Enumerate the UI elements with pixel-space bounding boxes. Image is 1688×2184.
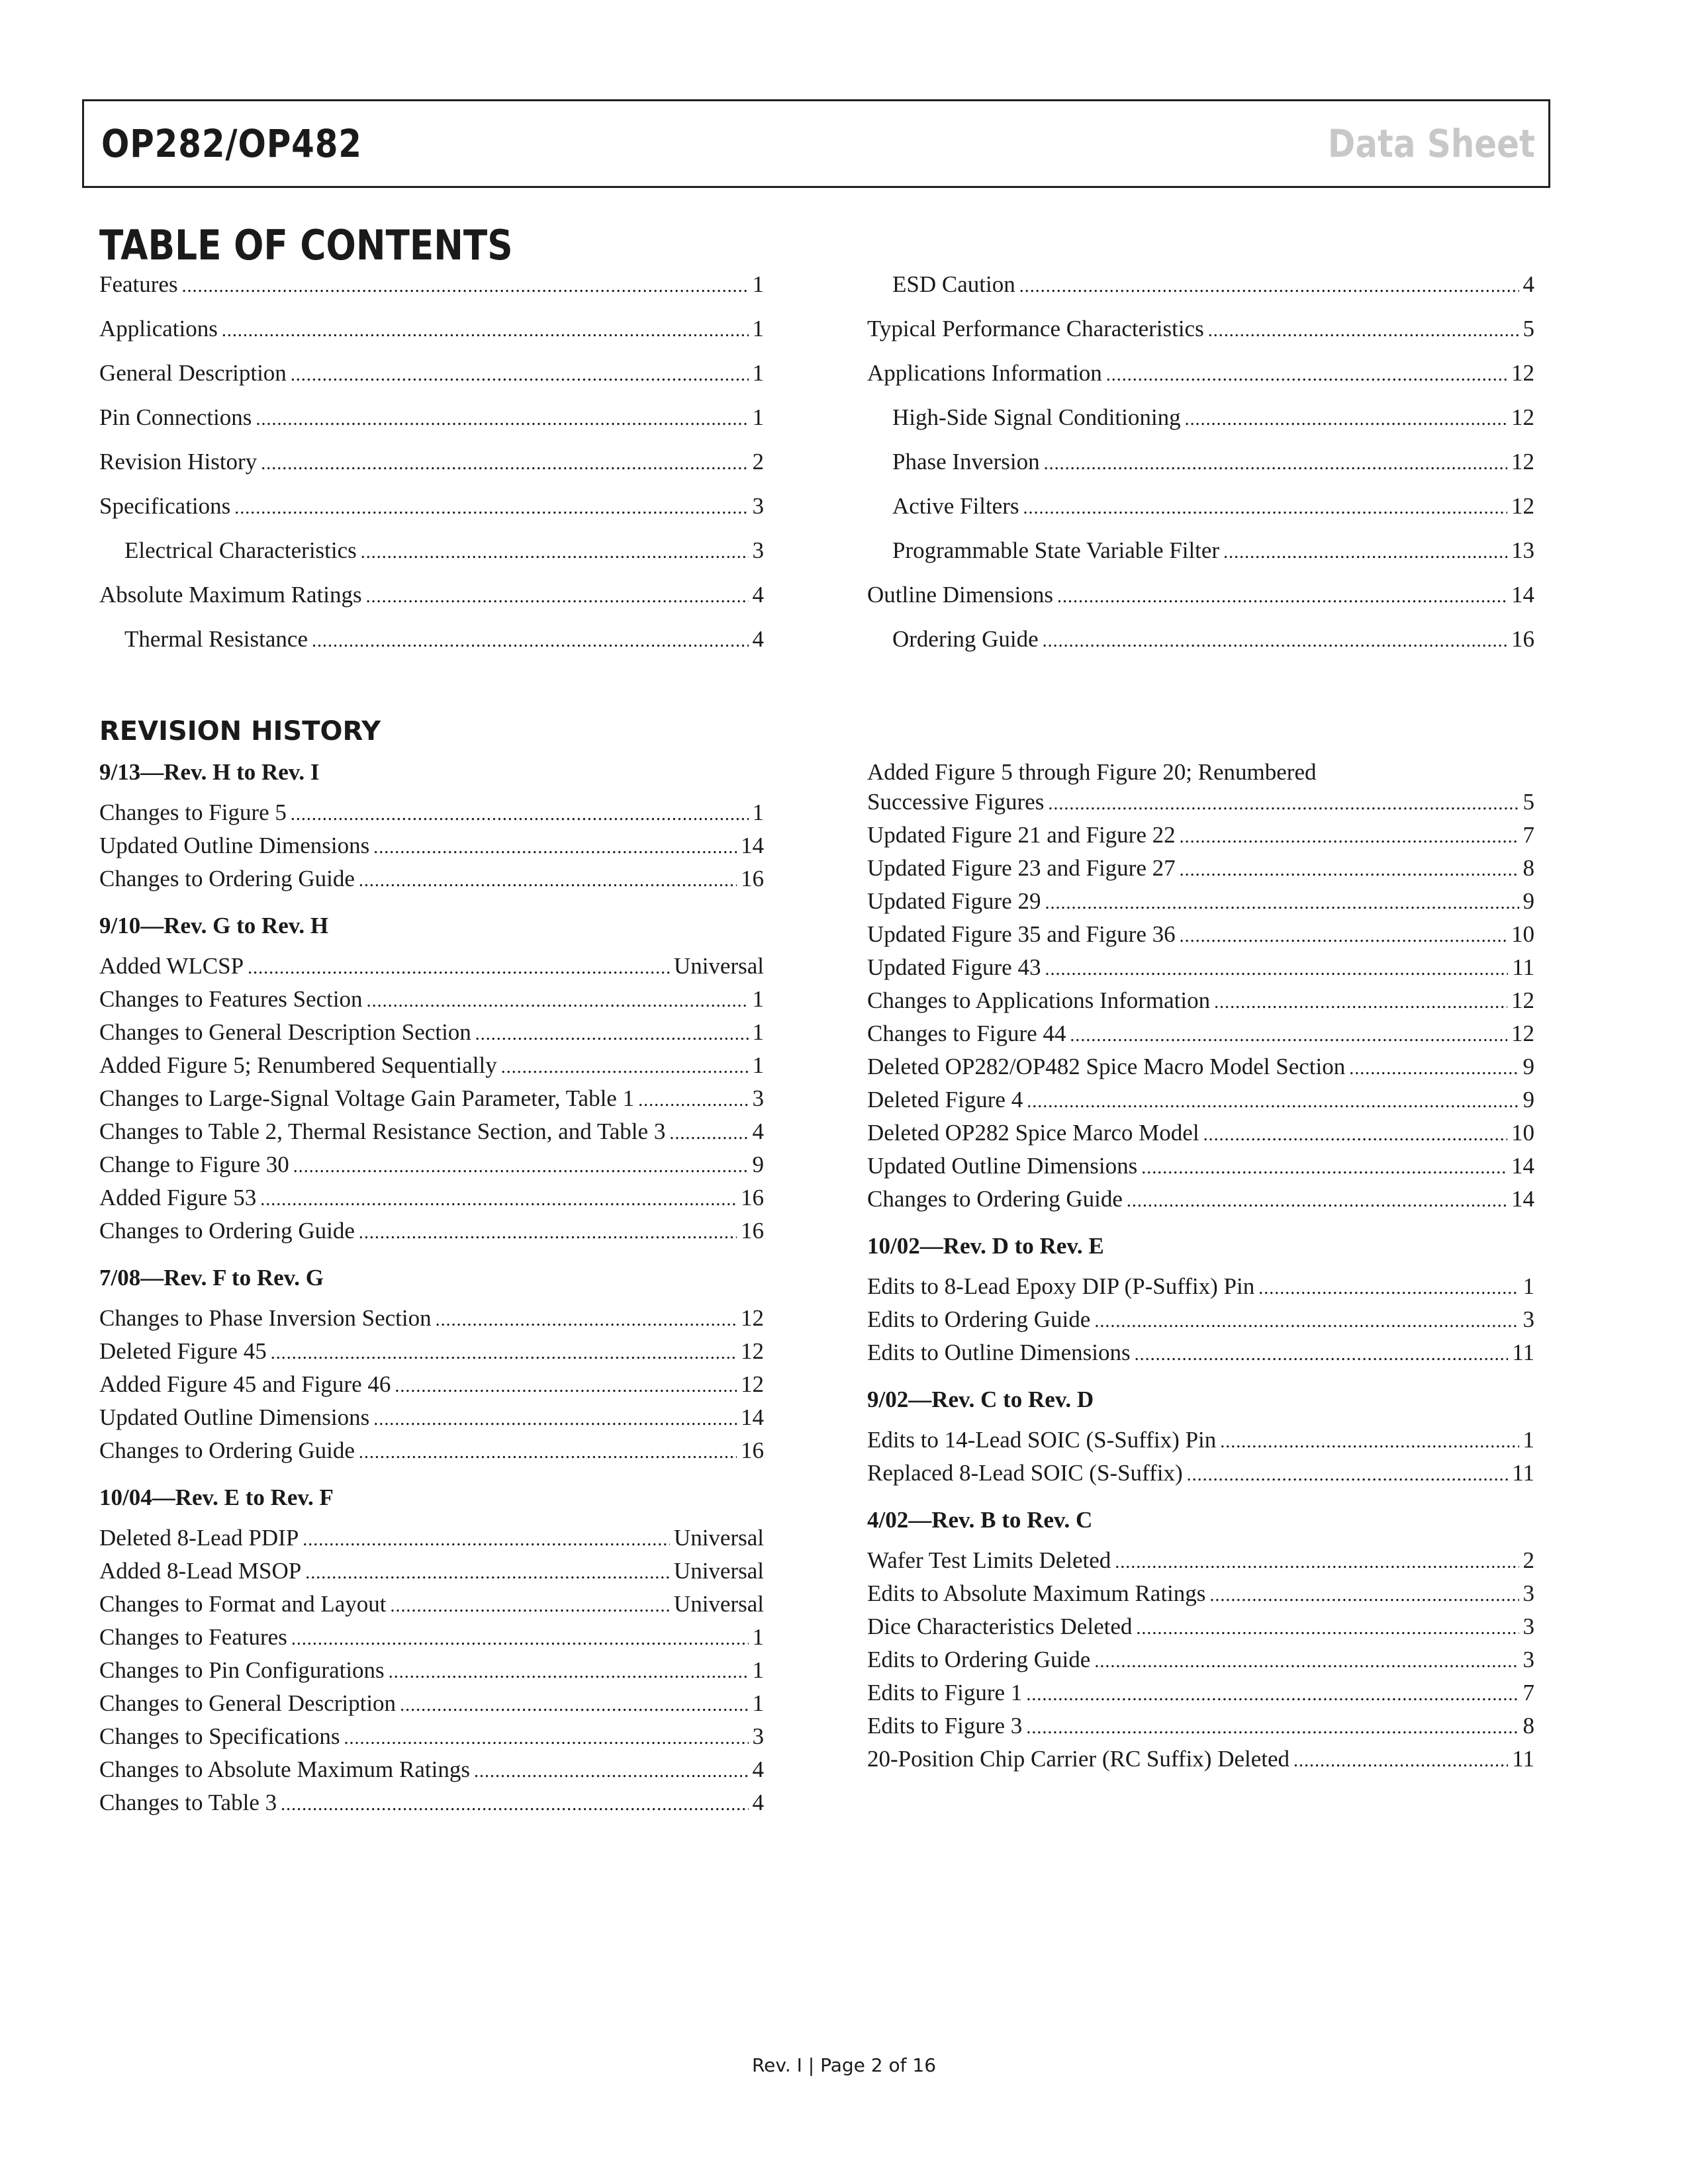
dot-leader — [1220, 1427, 1519, 1453]
toc-entry-text: High-Side Signal Conditioning — [892, 404, 1181, 430]
revision-entry — [99, 1657, 764, 1690]
dot-leader — [1349, 1054, 1519, 1080]
revision-entry-text: Added Figure 5 through Figure 20; Renumbered — [867, 759, 1317, 785]
dot-leader — [366, 582, 749, 608]
revision-entry-list — [867, 822, 1534, 1219]
revision-entry-page: 1 — [1523, 1427, 1534, 1453]
revision-entry-text: Edits to Figure 3 — [867, 1713, 1023, 1739]
revision-entry — [99, 1437, 764, 1471]
dot-leader — [1208, 316, 1519, 342]
dot-leader — [501, 1052, 749, 1079]
revision-entry-text: Added Figure 53 — [99, 1185, 257, 1210]
revision-entry-text: Changes to Figure 5 — [99, 799, 287, 825]
dot-leader — [400, 1690, 748, 1717]
revision-entry — [99, 1558, 764, 1591]
revision-entry-text: Deleted Figure 45 — [99, 1338, 267, 1364]
revision-entry-page: 12 — [1511, 987, 1534, 1013]
revision-entry — [99, 1756, 764, 1790]
dot-leader — [389, 1657, 749, 1684]
revision-entry-page: 7 — [1523, 1680, 1534, 1706]
revision-history-title: REVISION HISTORY — [99, 716, 381, 747]
revision-entry — [99, 1185, 764, 1218]
revision-entry — [99, 1723, 764, 1756]
revision-entry-page: 14 — [741, 1404, 764, 1430]
revision-entry — [99, 833, 764, 866]
revision-entry — [99, 1404, 764, 1437]
toc-entry-text: Programmable State Variable Filter — [892, 537, 1220, 563]
dot-leader — [359, 866, 737, 892]
revision-entry — [867, 1746, 1534, 1779]
dot-leader — [359, 1218, 737, 1244]
toc-entry-page: 4 — [752, 582, 764, 608]
dot-leader — [367, 986, 749, 1013]
dot-leader — [1023, 493, 1508, 520]
revision-entry — [99, 1790, 764, 1823]
revision-entry-page: 10 — [1511, 921, 1534, 947]
toc-entry-text: Active Filters — [892, 493, 1019, 519]
revision-entry-text: Updated Figure 23 and Figure 27 — [867, 855, 1176, 881]
dot-leader — [475, 1019, 749, 1046]
dot-leader — [1180, 855, 1519, 882]
toc-entry-text: Specifications — [99, 493, 231, 519]
toc-entry-page: 1 — [752, 404, 764, 430]
toc-title: TABLE OF CONTENTS — [99, 221, 513, 269]
dot-leader — [344, 1723, 749, 1750]
dot-leader — [1026, 1680, 1519, 1706]
dot-leader — [1027, 1087, 1519, 1113]
toc-entry-page: 2 — [752, 449, 764, 475]
dot-leader — [1180, 921, 1507, 948]
revision-section-title: 4/02—Rev. B to Rev. C — [867, 1507, 1093, 1533]
revision-entry-text: Changes to Applications Information — [867, 987, 1211, 1013]
revision-entry — [867, 987, 1534, 1021]
dot-leader — [1209, 1580, 1519, 1607]
revision-entry — [867, 1340, 1534, 1373]
revision-entry-text: Edits to Outline Dimensions — [867, 1340, 1131, 1365]
dot-leader — [474, 1756, 749, 1783]
toc-right-column — [867, 271, 1534, 670]
dot-leader — [1070, 1021, 1507, 1047]
toc-entry[interactable] — [867, 404, 1534, 449]
revision-entry — [867, 954, 1534, 987]
revision-entry-text: Edits to Ordering Guide — [867, 1647, 1091, 1672]
toc-entry-page: 12 — [1511, 449, 1534, 475]
revision-entry-text: Edits to Figure 1 — [867, 1680, 1023, 1706]
dot-leader — [1094, 1647, 1519, 1673]
dot-leader — [1180, 822, 1519, 848]
revision-entry — [99, 1118, 764, 1152]
toc-entry-text: Features — [99, 271, 178, 297]
toc-entry-page: 12 — [1511, 404, 1534, 430]
toc-entry-text: Pin Connections — [99, 404, 252, 430]
revision-entry-text: Updated Outline Dimensions — [99, 833, 370, 858]
dot-leader — [1057, 582, 1507, 608]
revision-entry-text: Changes to Ordering Guide — [99, 866, 355, 891]
revision-entry — [867, 1580, 1534, 1614]
page-header — [82, 99, 1550, 188]
dot-leader — [1135, 1340, 1509, 1366]
revision-entry-text: Updated Figure 21 and Figure 22 — [867, 822, 1176, 848]
revision-entry — [99, 1591, 764, 1624]
toc-entry[interactable] — [867, 271, 1534, 316]
toc-entry-page: 3 — [752, 493, 764, 519]
revision-entry-text: Changes to General Description — [99, 1690, 397, 1716]
revision-entry — [867, 822, 1534, 855]
toc-entry-text: Applications — [99, 316, 218, 341]
toc-entry[interactable] — [99, 493, 764, 537]
revision-entry — [867, 1614, 1534, 1647]
dot-leader — [391, 1591, 670, 1617]
revision-entry-page: 16 — [741, 1218, 764, 1244]
revision-entry-page: 14 — [741, 833, 764, 858]
revision-entry-page: Universal — [673, 1558, 764, 1584]
revision-section-title: 10/02—Rev. D to Rev. E — [867, 1233, 1104, 1259]
revision-entry — [99, 1085, 764, 1118]
toc-entry-text: Absolute Maximum Ratings — [99, 582, 362, 608]
revision-entry-text: Changes to Features — [99, 1624, 287, 1650]
dot-leader — [359, 1437, 737, 1464]
revision-entry-text: Change to Figure 30 — [99, 1152, 289, 1177]
revision-entry-page: 16 — [741, 866, 764, 891]
revision-entry — [99, 1338, 764, 1371]
revision-entry — [867, 1021, 1534, 1054]
revision-entry-page: 11 — [1512, 954, 1534, 980]
dot-leader — [436, 1305, 737, 1332]
revision-entry-page: 1 — [752, 1657, 764, 1683]
toc-entry-text: Revision History — [99, 449, 258, 475]
revision-entry-page: 4 — [752, 1790, 764, 1815]
revision-entry-page: 1 — [752, 1019, 764, 1045]
revision-entry-text: Added 8-Lead MSOP — [99, 1558, 302, 1584]
revision-entry-page: 1 — [1523, 1273, 1534, 1299]
dot-leader — [395, 1371, 737, 1398]
dot-leader — [1045, 954, 1508, 981]
toc-entry-text: Typical Performance Characteristics — [867, 316, 1204, 341]
revision-entry — [867, 1153, 1534, 1186]
toc-entry[interactable] — [867, 582, 1534, 626]
revision-entry — [867, 888, 1534, 921]
revision-entry — [99, 1525, 764, 1558]
toc-entry-page: 13 — [1511, 537, 1534, 563]
revision-entry — [99, 953, 764, 986]
revision-entry-page: 3 — [1523, 1647, 1534, 1672]
revision-entry — [99, 799, 764, 833]
toc-entry[interactable] — [99, 449, 764, 493]
revision-entry-page: 3 — [752, 1723, 764, 1749]
toc-entry[interactable] — [867, 449, 1534, 493]
page-footer: Rev. I | Page 2 of 16 — [751, 2054, 937, 2076]
revision-entry-text: Changes to Phase Inversion Section — [99, 1305, 432, 1331]
revision-entry-text: Edits to Ordering Guide — [867, 1306, 1091, 1332]
revision-entry-text: Edits to 14-Lead SOIC (S-Suffix) Pin — [867, 1427, 1217, 1453]
toc-entry-page: 14 — [1511, 582, 1534, 608]
revision-entry-page: 7 — [1523, 822, 1534, 848]
revision-entry — [867, 1460, 1534, 1493]
revision-entry — [99, 1371, 764, 1404]
toc-entry[interactable] — [867, 360, 1534, 404]
toc-entry[interactable] — [99, 626, 764, 670]
revision-entry — [867, 789, 1534, 822]
revision-entry-text: Dice Characteristics Deleted — [867, 1614, 1133, 1639]
toc-entry-page: 12 — [1511, 493, 1534, 519]
revision-entry — [867, 1713, 1534, 1746]
dot-leader — [281, 1790, 748, 1816]
revision-entry — [99, 1218, 764, 1251]
revision-entry-page: 11 — [1512, 1340, 1534, 1365]
toc-entry-text: Electrical Characteristics — [124, 537, 357, 563]
toc-entry-text: General Description — [99, 360, 287, 386]
revision-entry-text: Changes to Format and Layout — [99, 1591, 387, 1617]
dot-leader — [1258, 1273, 1519, 1300]
dot-leader — [1044, 449, 1507, 475]
revision-entry-page: 9 — [1523, 1054, 1534, 1079]
toc-entry-page: 16 — [1511, 626, 1534, 652]
revision-entry-text: Deleted 8-Lead PDIP — [99, 1525, 299, 1551]
dot-leader — [222, 316, 749, 342]
revision-entry-text: Deleted Figure 4 — [867, 1087, 1023, 1113]
dot-leader — [1045, 888, 1519, 915]
toc-entry[interactable] — [867, 626, 1534, 670]
revision-history-left-column — [99, 756, 764, 1823]
revision-entry-text: Changes to Table 3 — [99, 1790, 277, 1815]
dot-leader — [638, 1085, 748, 1112]
revision-entry-text: Edits to Absolute Maximum Ratings — [867, 1580, 1206, 1606]
revision-entry-page: 5 — [1523, 789, 1534, 815]
dot-leader — [1026, 1713, 1519, 1739]
toc-entry[interactable] — [867, 316, 1534, 360]
dot-leader — [1185, 404, 1507, 431]
revision-entry-page: Universal — [673, 1525, 764, 1551]
revision-entry — [99, 1305, 764, 1338]
dot-leader — [1048, 789, 1519, 815]
dot-leader — [373, 833, 737, 859]
revision-entry-page: 11 — [1512, 1460, 1534, 1486]
toc-entry-page: 5 — [1523, 316, 1534, 341]
revision-entry — [867, 1054, 1534, 1087]
revision-entry — [867, 1120, 1534, 1153]
toc-entry-text: ESD Caution — [892, 271, 1015, 297]
toc-entry[interactable] — [867, 537, 1534, 582]
dot-leader — [248, 953, 670, 979]
dot-leader — [1293, 1746, 1508, 1772]
revision-entry — [867, 1087, 1534, 1120]
toc-entry[interactable] — [99, 404, 764, 449]
revision-entry — [99, 1019, 764, 1052]
revision-section-list — [867, 1230, 1534, 1779]
toc-entry-text: Ordering Guide — [892, 626, 1039, 652]
revision-entry-text: Deleted OP282/OP482 Spice Macro Model Section — [867, 1054, 1346, 1079]
toc-entry[interactable] — [99, 537, 764, 582]
revision-section-title: 9/02—Rev. C to Rev. D — [867, 1387, 1094, 1412]
toc-entry-page: 4 — [1523, 271, 1534, 297]
revision-entry-text: Changes to Pin Configurations — [99, 1657, 385, 1683]
revision-entry-page: 16 — [741, 1185, 764, 1210]
dot-leader — [291, 799, 749, 826]
toc-entry-text: Phase Inversion — [892, 449, 1040, 475]
revision-entry-text: Updated Outline Dimensions — [867, 1153, 1138, 1179]
dot-leader — [1136, 1614, 1519, 1640]
dot-leader — [1106, 360, 1507, 387]
revision-entry-page: 1 — [752, 1690, 764, 1716]
toc-entry-page: 12 — [1511, 360, 1534, 386]
revision-entry — [867, 1427, 1534, 1460]
revision-entry-page: 11 — [1512, 1746, 1534, 1772]
revision-entry — [99, 1690, 764, 1723]
dot-leader — [312, 626, 749, 653]
revision-entry-page: 12 — [741, 1305, 764, 1331]
revision-entry-page: Universal — [673, 953, 764, 979]
revision-entry-page: 14 — [1511, 1186, 1534, 1212]
revision-entry-text: Changes to General Description Section — [99, 1019, 471, 1045]
dot-leader — [1019, 271, 1519, 298]
revision-entry-page: 10 — [1511, 1120, 1534, 1146]
dot-leader — [1043, 626, 1507, 653]
toc-entry-page: 1 — [752, 360, 764, 386]
dot-leader — [669, 1118, 748, 1145]
revision-entry-page: 3 — [1523, 1306, 1534, 1332]
revision-entry-page: 14 — [1511, 1153, 1534, 1179]
revision-history-right-column — [867, 756, 1534, 1779]
revision-entry-page: Universal — [673, 1591, 764, 1617]
revision-entry-page: 3 — [1523, 1614, 1534, 1639]
revision-entry — [99, 1052, 764, 1085]
revision-entry-page: 3 — [1523, 1580, 1534, 1606]
dot-leader — [303, 1525, 670, 1551]
revision-entry-page: 1 — [752, 1624, 764, 1650]
revision-entry-page: 1 — [752, 986, 764, 1012]
revision-entry-text: Updated Figure 29 — [867, 888, 1041, 914]
revision-entry — [99, 866, 764, 899]
dot-leader — [1094, 1306, 1519, 1333]
toc-entry-text: Thermal Resistance — [124, 626, 308, 652]
revision-entry-text: Updated Outline Dimensions — [99, 1404, 370, 1430]
dot-leader — [291, 360, 749, 387]
revision-entry-text: Edits to 8-Lead Epoxy DIP (P-Suffix) Pin — [867, 1273, 1255, 1299]
dot-leader — [1127, 1186, 1507, 1212]
revision-entry-text: Changes to Large-Signal Voltage Gain Parameter, Table 1 — [99, 1085, 635, 1111]
revision-entry-text: Changes to Specifications — [99, 1723, 340, 1749]
revision-entry-page: 4 — [752, 1756, 764, 1782]
revision-entry-text: Changes to Absolute Maximum Ratings — [99, 1756, 470, 1782]
revision-entry — [867, 1647, 1534, 1680]
revision-entry-text: Replaced 8-Lead SOIC (S-Suffix) — [867, 1460, 1183, 1486]
dot-leader — [1115, 1547, 1519, 1574]
revision-entry — [867, 1273, 1534, 1306]
revision-entry-page: 16 — [741, 1437, 764, 1463]
revision-entry — [99, 986, 764, 1019]
revision-entry-page: 1 — [752, 799, 764, 825]
part-number-title: OP282/OP482 — [101, 121, 362, 166]
toc-entry[interactable] — [99, 582, 764, 626]
revision-entry-page: 3 — [752, 1085, 764, 1111]
revision-entry-text: Added WLCSP — [99, 953, 244, 979]
revision-entry — [867, 855, 1534, 888]
dot-leader — [291, 1624, 749, 1651]
dot-leader — [256, 404, 748, 431]
revision-section-title: 9/13—Rev. H to Rev. I — [99, 759, 320, 785]
revision-entry-text: Updated Figure 43 — [867, 954, 1041, 980]
revision-entry-page: 12 — [1511, 1021, 1534, 1046]
revision-entry-page: 9 — [1523, 888, 1534, 914]
toc-entry[interactable] — [99, 360, 764, 404]
revision-entry-text: Wafer Test Limits Deleted — [867, 1547, 1111, 1573]
dot-leader — [182, 271, 749, 298]
dot-leader — [1141, 1153, 1507, 1179]
revision-entry-page: 9 — [1523, 1087, 1534, 1113]
revision-entry-text: Changes to Table 2, Thermal Resistance Section, and Table 3 — [99, 1118, 666, 1144]
revision-entry-page: 12 — [741, 1371, 764, 1397]
dot-leader — [305, 1558, 670, 1584]
dot-leader — [234, 493, 748, 520]
revision-entry-text: Changes to Features Section — [99, 986, 363, 1012]
revision-entry-page: 8 — [1523, 855, 1534, 881]
toc-left-column — [99, 271, 764, 670]
revision-entry — [99, 1624, 764, 1657]
revision-entry-page: 9 — [752, 1152, 764, 1177]
revision-entry-text: Successive Figures — [867, 789, 1045, 815]
dot-leader — [271, 1338, 737, 1365]
dot-leader — [373, 1404, 737, 1431]
revision-entry-text: Added Figure 45 and Figure 46 — [99, 1371, 391, 1397]
toc-entry[interactable] — [867, 493, 1534, 537]
revision-entry — [867, 1547, 1534, 1580]
toc-entry-text: Outline Dimensions — [867, 582, 1053, 608]
revision-entry — [99, 1152, 764, 1185]
revision-entry-text: Updated Figure 35 and Figure 36 — [867, 921, 1176, 947]
revision-entry-text: Added Figure 5; Renumbered Sequentially — [99, 1052, 497, 1078]
revision-entry-page: 2 — [1523, 1547, 1534, 1573]
revision-entry-text: Changes to Ordering Guide — [99, 1437, 355, 1463]
revision-entry-page: 1 — [752, 1052, 764, 1078]
dot-leader — [1203, 1120, 1507, 1146]
dot-leader — [361, 537, 749, 564]
revision-section-title: 7/08—Rev. F to Rev. G — [99, 1265, 324, 1291]
revision-entry-page: 4 — [752, 1118, 764, 1144]
revision-entry — [867, 1186, 1534, 1219]
revision-entry-text: Changes to Figure 44 — [867, 1021, 1066, 1046]
revision-section-title: 9/10—Rev. G to Rev. H — [99, 913, 329, 938]
dot-leader — [1187, 1460, 1509, 1486]
revision-entry-page: 12 — [741, 1338, 764, 1364]
revision-entry-text: 20-Position Chip Carrier (RC Suffix) Deleted — [867, 1746, 1290, 1772]
dot-leader — [293, 1152, 749, 1178]
dot-leader — [1223, 537, 1507, 564]
revision-entry — [867, 921, 1534, 954]
toc-entry-page: 1 — [752, 271, 764, 297]
data-sheet-label: Data Sheet — [1328, 121, 1535, 166]
dot-leader — [261, 449, 748, 475]
revision-section-title: 10/04—Rev. E to Rev. F — [99, 1484, 334, 1510]
toc-entry-text: Applications Information — [867, 360, 1102, 386]
toc-entry[interactable] — [99, 316, 764, 360]
dot-leader — [260, 1185, 737, 1211]
revision-entry — [867, 1306, 1534, 1340]
revision-entry-text: Deleted OP282 Spice Marco Model — [867, 1120, 1199, 1146]
toc-entry-page: 3 — [752, 537, 764, 563]
revision-entry — [867, 1680, 1534, 1713]
revision-entry-page: 8 — [1523, 1713, 1534, 1739]
toc-entry-page: 1 — [752, 316, 764, 341]
toc-entry-page: 4 — [752, 626, 764, 652]
revision-entry-text: Changes to Ordering Guide — [99, 1218, 355, 1244]
toc-entry[interactable] — [99, 271, 764, 316]
dot-leader — [1214, 987, 1507, 1014]
revision-entry-text: Changes to Ordering Guide — [867, 1186, 1123, 1212]
